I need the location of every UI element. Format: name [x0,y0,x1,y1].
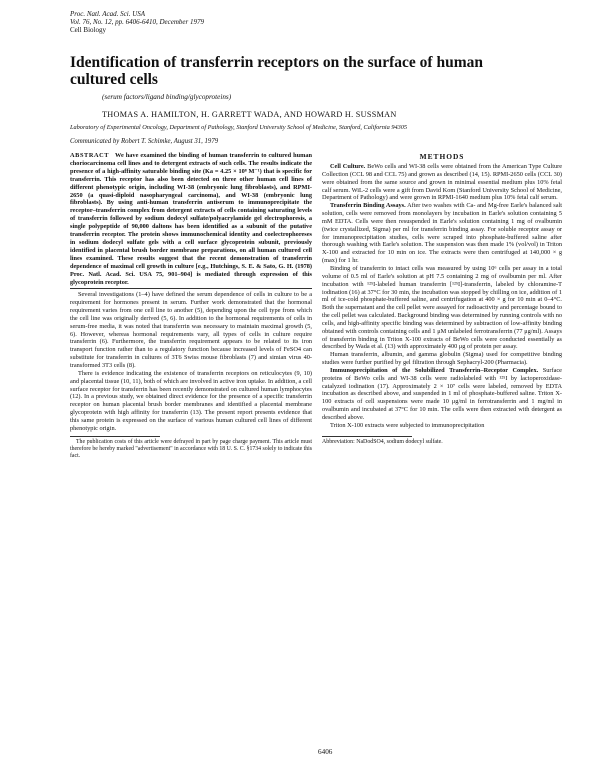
abstract-text: We have examined the binding of human transferrin to cultured human choriocarcinoma cell lines and to detergent extracts of such cells. The results indicate the presence of a high-affinity saturable binding site (Ka = 4.25 × 10⁸ M⁻¹) that is specific for transferrin. This receptor has also been detected on three other human cell lines of different phenotypic origin, including WI-38 (embryonic lung fibroblasts), and RPMI-2650 (a quasi-diploid nasopharyngeal carcinoma), and WI-38 (embryonic lung fibroblasts). By using anti-human transferrin antiserum to immunoprecipitate the receptor–transferrin complex from detergent extracts of cells containing saturating levels of transferrin followed by sodium dodecyl sulfate/polyacrylamide gel electrophoresis, a single polypeptide of 90,000 daltons has been identified as a subunit of the putative transferrin receptor. The protein shows immunochemical identity and coelectrophoreses in sodium dodecyl sulfate gels with a cell surface glycoprotein subunit, previously identified in placental brush border membrane preparations, on all human cultured cell lines examined. These results suggest that the recent demonstration of transferrin dependence of maximal cell growth in culture [e.g., Hutchings, S. E. & Sato, G. H. (1978) Proc. Natl. Acad. Sci. USA 75, 901–904] is mediated through expression of this glycoprotein receptor. [70,152,313,286]
methods-subhead: Immunoprecipitation of the Solubilized Transferrin–Receptor Complex. [330,366,539,374]
methods-paragraph [322,163,562,202]
methods-text: After two washes with Ca- and Mg-free Earle's balanced salt solution, cells were removed from monolayers by incubation in Earle's solution containing 5 mM EDTA. Cells were then resuspended in Earle's solution containing 1 mg of ovalbumin (twice crystallized, Sigma) per ml for transferrin binding assay. For soluble receptor assay or for immunoprecipitation studies, cells were scraped into phosphate-buffered saline after thorough washing with Earle's solution. The suspension was then made 1% (vol/vol) in Triton X-100 and extracted for 10 min on ice. The extracts were then centrifuged at 140,000 × g (max) for 1 hr. [322,202,562,265]
journal-section: Cell Biology [70,26,106,35]
affiliation: Laboratory of Experimental Oncology, Department of Pathology, Stanford University School of Medicine, Stanford, California 94305 [70,124,408,131]
authors: THOMAS A. HAMILTON, H. GARRETT WADA, AND HOWARD H. SUSSMAN [102,110,397,119]
intro-paragraph: There is evidence indicating the existence of transferrin receptors on reticulocytes (9, 10) and placental tissue (10, 11), both of which are involved in active iron uptake. In addition, a cell surface receptor for transferrin has been recently demonstrated on cultured human lymphocytes (12). In a previous study, we obtained direct evidence for the presence of a specific transferrin receptor on human placental brush border membranes and identified a placental membrane glycoprotein with high affinity for transferrin (13). The present report presents evidence that this same protein is expressed on the surface of various human cultured cell lines of different phenotypic origin. [70,369,312,432]
methods-paragraph [322,367,562,422]
abbreviation-divider [322,436,412,437]
abstract [70,152,312,286]
abstract-divider [70,288,312,289]
intro-paragraph: Several investigations (1–4) have defined the serum dependence of cells in culture to be a requirement for hormones present in serum. Further work demonstrated that the hormonal requirement varies from one cell line to another (5), depending upon the cell type from which the cell line was originally derived (5, 6). In addition to the hormonal requirements of cells in serum-free media, it was noted that transferrin was necessary to maintain maximal growth (5, 6). However, whereas hormonal requirements vary, all types of cells in culture require transferrin (6). Furthermore, the transferrin requirement appears to be related to its iron transport function rather than to a regulatory function because increased levels of FeSO4 can substitute for transferrin in cultures of 3T6 Swiss mouse fibroblasts (7) and simian virus 40-transformed 3T3 cells (8). [70,291,312,369]
methods-text: BeWo cells and WI-38 cells were obtained from the American Type Culture Collection (CCL 98 and CCL 75) and grown as described (14, 15). RPMI-2650 cells (CCL 30) were obtained from the same source and grown in minimal essential medium plus 10% fetal calf serum. WiL-2 cells were a gift from David Kom (Stanford University School of Medicine, Department of Pathology) and were grown in RPMI-1640 medium plus 10% fetal calf serum. [322,163,562,202]
methods-heading: METHODS [419,152,465,161]
methods-paragraph [322,265,562,351]
methods-text: Triton X-100 extracts were subjected to immunoprecipitation [330,421,485,429]
methods-text: Human transferrin, albumin, and gamma globulin (Sigma) used for competitive binding studies were further purified by gel filtration through Sephacryl-200 (Pharmacia). [322,351,562,367]
footnote-divider [70,436,160,437]
methods-subhead: Transferrin Binding Assays. [330,202,406,210]
right-column [322,152,562,446]
methods-paragraph [322,422,562,430]
communicated-by: Communicated by Robert T. Schimke, August 31, 1979 [70,138,219,145]
left-column [70,152,312,460]
journal-name: Proc. Natl. Acad. Sci. USA [70,10,146,18]
keywords: (serum factors/ligand binding/glycoproteins) [102,93,232,101]
article-title: Identification of transferrin receptors on the surface of human cultured cells [70,54,483,88]
page-number: 6406 [318,748,333,756]
methods-subhead: Cell Culture. [330,163,366,170]
methods-text: Surface proteins of BeWo cells and WI-38 cells were radiolabeled with ¹²⁵I by lactoperoxidase-catalyzed iodination (17). Approximately 2 × 10⁷ cells were labeled, removed by EDTA incubation as described above, and suspended in 1 ml of phosphate-buffered saline. Triton X-100 extracts of cell suspensions were made 10 μg/ml in ferrotransferrin and 1 mg/ml in ovalbumin and incubated at 37°C for 10 min. The cells were then extracted with detergent as described above. [322,366,562,421]
abbreviation-note: Abbreviation: NaDodSO4, sodium dodecyl sulfate. [322,438,443,445]
methods-paragraph [322,202,562,265]
running-head [70,10,204,35]
methods-text: Binding of transferrin to intact cells was measured by using 10⁶ cells per assay in a total volume of 0.5 ml of Earle's solution at pH 7.5 containing 2 mg of ovalbumin per ml. After incubation with ¹²⁵I-labeled human transferrin [¹²⁵I]-transferrin, labeled by chloramine-T iodination (16) at 37°C for 30 min, the incubation was stopped by chilling on ice, addition of 1 ml of ice-cold phosphate-buffered saline, and centrifugation at 400 × g for 10 min at 0–4°C. Both the supernatant and the cell pellet were assayed for radioactivity and percentage bound to the cell pellet was calculated. Background binding was determined by running controls with no cells, and high-affinity specific binding was determined by subtraction of low-affinity binding obtained with controls containing cells and 1 μM unlabeled ferrotransferrin (77 μg/ml). Assays of transferrin binding in Triton X-100 extracts of BeWo cells were conducted essentially as described by Wada et al. (13) with approximately 400 μg of protein per assay. [322,264,562,351]
journal-citation: Vol. 76, No. 12, pp. 6406-6410, December 1979 [70,18,204,27]
methods-paragraph [322,351,562,367]
abstract-label: ABSTRACT [70,152,110,159]
publication-footnote: The publication costs of this article were defrayed in part by page charge payment. This article must therefore be hereby marked "advertisement" in accordance with 18 U. S. C. §1734 solely to indicate this fact. [70,438,312,459]
